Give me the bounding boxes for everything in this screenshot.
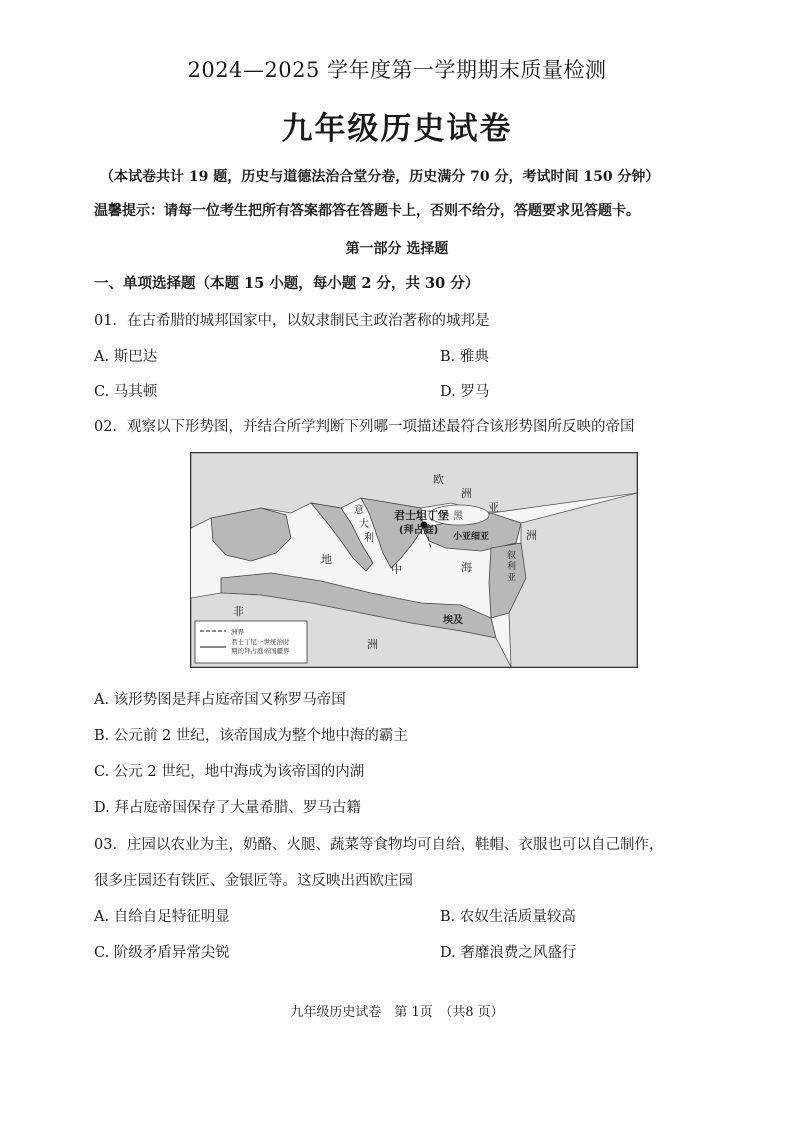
subject-title: 九年级历史试卷 <box>281 111 513 147</box>
label-sea-2: 中 <box>391 563 402 576</box>
label-byzantium: (拜占庭) <box>399 525 439 536</box>
label-asia-2: 洲 <box>526 529 537 542</box>
label-egypt: 埃及 <box>443 615 463 626</box>
label-sea-1: 地 <box>321 553 332 566</box>
page-footer: 九年级历史试卷 第 1页 （共8 页） <box>290 1005 504 1020</box>
question-1-option-c: C. 马其顿 <box>94 384 158 400</box>
question-2-option-d: D. 拜占庭帝国保存了大量希腊、罗马古籍 <box>94 800 361 816</box>
legend-empire-2: 期的拜占庭帝国疆界 <box>231 647 290 655</box>
question-2-stem: 02．观察以下形势图，并结合所学判断下列哪一项描述最符合该形势图所反映的帝国 <box>94 419 635 435</box>
exam-tip: 温馨提示：请每一位考生把所有答案都答在答题卡上，否则不给分，答题要求见答题卡。 <box>94 203 640 219</box>
legend-continent-boundary: 洲界 <box>231 628 244 636</box>
label-sea-3: 海 <box>461 561 472 574</box>
map-svg <box>191 453 637 667</box>
question-3-option-d: D. 奢靡浪费之风盛行 <box>440 945 577 961</box>
part-title: 第一部分 选择题 <box>345 241 449 257</box>
question-1-option-b: B. 雅典 <box>440 349 489 365</box>
label-asia-1: 亚 <box>488 501 499 514</box>
question-1-stem: 01．在古希腊的城邦国家中，以奴隶制民主政治著称的城邦是 <box>94 313 490 329</box>
question-2-option-b: B. 公元前 2 世纪，该帝国成为整个地中海的霸主 <box>94 728 408 744</box>
label-black-sea: 黑 <box>453 511 463 522</box>
label-africa-2: 洲 <box>367 638 378 651</box>
question-3-option-a: A. 自给自足特征明显 <box>94 909 230 925</box>
question-1-option-a: A. 斯巴达 <box>94 349 158 365</box>
label-africa-1: 非 <box>233 605 244 618</box>
label-italy-3: 利 <box>364 533 374 544</box>
label-syria-3: 亚 <box>507 573 517 583</box>
label-constantinople: 君士坦丁堡 <box>394 509 449 522</box>
map-legend <box>195 621 307 663</box>
label-asia-minor: 小亚细亚 <box>453 532 490 542</box>
label-italy-1: 意 <box>354 505 364 516</box>
question-2-option-a: A. 该形势图是拜占庭帝国又称罗马帝国 <box>94 692 346 708</box>
byzantine-empire-map <box>190 452 638 668</box>
question-3-stem-line1: 03．庄园以农业为主，奶酪、火腿、蔬菜等食物均可自给，鞋帽、衣服也可以自己制作， <box>94 837 664 853</box>
label-europe-2: 洲 <box>461 487 472 500</box>
label-europe-1: 欧 <box>433 473 444 486</box>
exam-note: （本试卷共计 19 题，历史与道德法治合堂分卷，历史满分 70 分，考试时间 150 分钟） <box>100 169 660 185</box>
label-syria-2: 利 <box>507 562 517 572</box>
section-title: 一、单项选择题（本题 15 小题，每小题 2 分，共 30 分） <box>94 275 480 292</box>
question-1-option-d: D. 罗马 <box>440 384 490 400</box>
legend-empire-1: 君士丁尼一世统治时 <box>231 638 290 646</box>
question-3-option-b: B. 农奴生活质量较高 <box>440 909 576 925</box>
label-italy-2: 大 <box>359 519 369 530</box>
question-3-stem-line2: 很多庄园还有铁匠、金银匠等。这反映出西欧庄园 <box>94 873 413 889</box>
exam-title: 2024—2025 学年度第一学期期末质量检测 <box>187 58 607 82</box>
question-2-option-c: C. 公元 2 世纪，地中海成为该帝国的内湖 <box>94 764 365 780</box>
label-syria-1: 叙 <box>507 551 517 561</box>
question-3-option-c: C. 阶级矛盾异常尖锐 <box>94 945 230 961</box>
